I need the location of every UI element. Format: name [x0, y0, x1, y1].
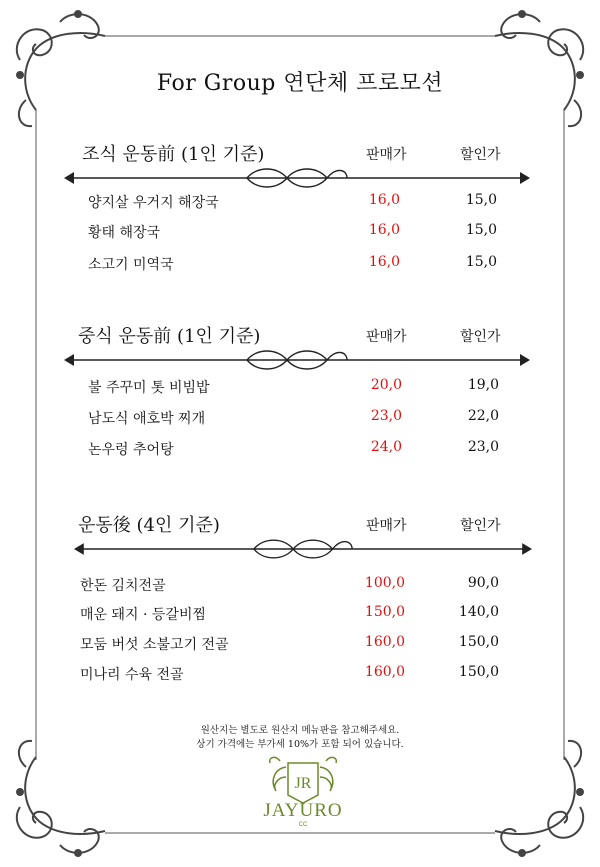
ornamental-divider	[72, 537, 534, 563]
menu-item-name: 양지살 우거지 해장국	[88, 195, 219, 211]
menu-item-sale-price: 16,0	[368, 192, 400, 208]
menu-item-sale-price: 23,0	[370, 408, 402, 424]
column-header-discount: 할인가	[460, 329, 501, 345]
section-title: 운동後 (4인 기준)	[78, 515, 220, 536]
footnotes	[0, 724, 600, 752]
menu-item-name: 모둠 버섯 소불고기 전골	[80, 637, 229, 653]
section-title: 조식 운동前 (1인 기준)	[82, 144, 265, 165]
menu-item-sale-price: 150,0	[364, 604, 405, 620]
list-item	[0, 604, 600, 624]
menu-item-name: 소고기 미역국	[88, 257, 174, 273]
menu-item-sale-price: 160,0	[364, 634, 405, 650]
list-item	[0, 377, 600, 397]
menu-item-discount-price: 23,0	[467, 439, 499, 455]
list-item	[0, 192, 600, 212]
footnote-vat: 상기 가격에는 부가세 10%가 포함 되어 있습니다.	[196, 739, 404, 750]
logo-monogram: JR	[294, 775, 312, 792]
menu-item-sale-price: 16,0	[368, 222, 400, 238]
menu-item-discount-price: 15,0	[465, 192, 497, 208]
menu-item-sale-price: 24,0	[370, 439, 402, 455]
menu-item-discount-price: 15,0	[465, 254, 497, 270]
column-header-sale: 판매가	[366, 147, 407, 163]
list-item	[0, 664, 600, 684]
menu-item-discount-price: 22,0	[467, 408, 499, 424]
list-item	[0, 222, 600, 242]
section-title: 중식 운동前 (1인 기준)	[78, 326, 261, 347]
ornamental-divider	[62, 166, 532, 192]
menu-item-discount-price: 150,0	[458, 664, 499, 680]
footnote-origin: 원산지는 별도로 원산지 메뉴판을 참고해주세요.	[200, 725, 400, 736]
page-title: For Group 연단체 프로모션	[156, 71, 444, 96]
logo-cc: CC	[298, 822, 308, 828]
list-item	[0, 634, 600, 654]
menu-item-name: 미나리 수육 전골	[80, 667, 184, 683]
corner-ornament-bottom-left	[17, 741, 105, 856]
menu-item-sale-price: 160,0	[364, 664, 405, 680]
logo-wordmark: JAYURO	[263, 800, 343, 821]
menu-item-name: 매운 돼지 · 등갈비찜	[80, 607, 206, 623]
menu-item-discount-price: 19,0	[467, 377, 499, 393]
corner-ornament-bottom-right	[495, 741, 583, 856]
ornamental-divider	[62, 348, 532, 374]
list-item	[0, 439, 600, 459]
column-header-discount: 할인가	[460, 147, 501, 163]
menu-item-sale-price: 16,0	[368, 254, 400, 270]
column-header-sale: 판매가	[366, 329, 407, 345]
menu-item-name: 한돈 김치전골	[80, 578, 166, 594]
list-item	[0, 575, 600, 595]
menu-item-name: 불 주꾸미 톳 비빔밥	[88, 380, 210, 396]
menu-item-name: 남도식 애호박 찌개	[88, 411, 206, 427]
menu-item-discount-price: 90,0	[467, 575, 499, 591]
menu-item-discount-price: 140,0	[458, 604, 499, 620]
column-header-discount: 할인가	[460, 518, 501, 534]
list-item	[0, 254, 600, 274]
menu-item-sale-price: 100,0	[364, 575, 405, 591]
menu-item-discount-price: 150,0	[458, 634, 499, 650]
menu-item-sale-price: 20,0	[370, 377, 402, 393]
menu-item-discount-price: 15,0	[465, 222, 497, 238]
menu-item-name: 논우렁 추어탕	[88, 442, 174, 458]
list-item	[0, 408, 600, 428]
column-header-sale: 판매가	[366, 518, 407, 534]
menu-item-name: 황태 해장국	[88, 225, 161, 241]
